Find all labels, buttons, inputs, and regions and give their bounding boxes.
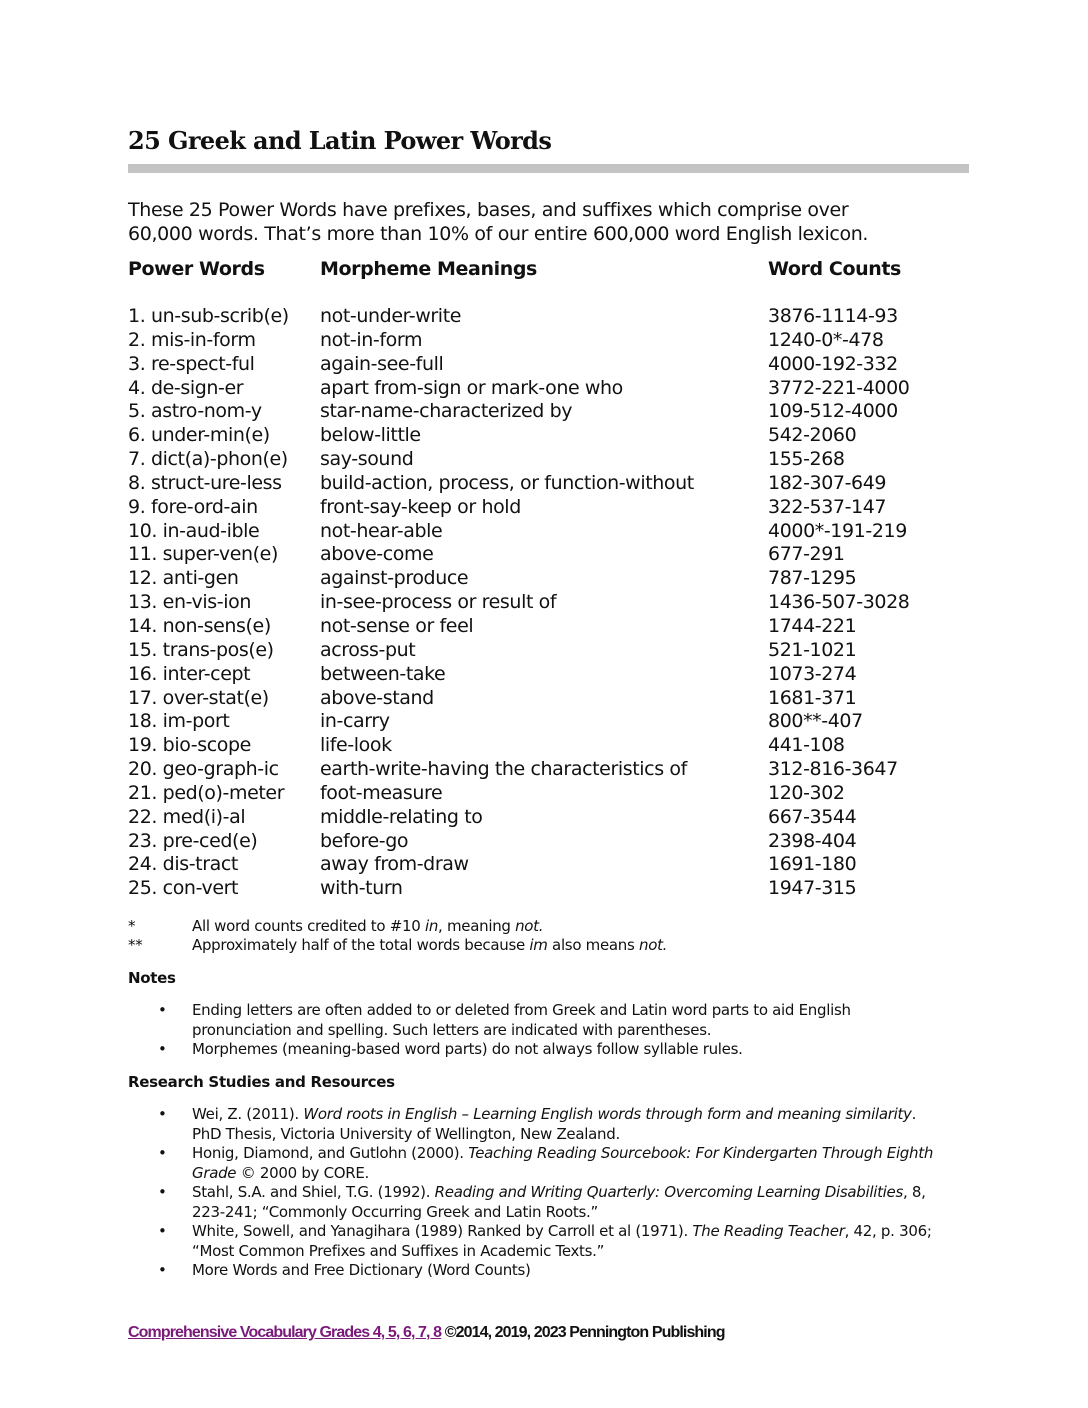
morpheme-meaning-cell: not-in-form (320, 328, 423, 351)
word-count-cell: 677-291 (768, 543, 845, 566)
footnote-text: All word counts credited to #10 in, meaning not. (192, 917, 544, 935)
power-word-cell: 1. un-sub-scrib(e) (128, 305, 289, 327)
word-count-cell: 1681-371 (768, 686, 857, 709)
power-word-cell: 19. bio-scope (128, 734, 251, 757)
morpheme-meaning-cell: again-see-full (320, 352, 444, 375)
bullet-icon: • (158, 1222, 167, 1240)
research-item: • Honig, Diamond, and Gutlohn (2000). Teaching Reading Sourcebook: For Kindergarten Through Eighth Grade © 2000 by CORE. (158, 1144, 934, 1182)
morpheme-meaning-cell: middle-relating to (320, 805, 483, 828)
table-row (0, 734, 1088, 758)
bullet-icon: • (158, 1144, 167, 1162)
table-row (0, 472, 1088, 496)
footnote-text: Approximately half of the total words because im also means not. (192, 936, 668, 954)
research-item: • More Words and Free Dictionary (Word Counts) (158, 1261, 531, 1279)
table-row (0, 448, 1088, 472)
page-footer (128, 1324, 725, 1342)
word-count-cell: 1240-0*-478 (768, 328, 884, 351)
intro-paragraph (128, 198, 968, 246)
power-word-cell: 11. super-ven(e) (128, 543, 278, 566)
word-count-cell: 182-307-649 (768, 471, 887, 494)
table-row (0, 305, 1088, 329)
power-word-cell: 22. med(i)-al (128, 805, 246, 828)
table-row (0, 830, 1088, 854)
research-item: • Wei, Z. (2011). Word roots in English – Learning English words through form and meaning similarity. PhD Thesis, Victoria University of Wellington, New Zealand. (158, 1105, 917, 1143)
morpheme-meaning-cell: above-come (320, 543, 434, 566)
footer-copyright: ©2014, 2019, 2023 Pennington Publishing (441, 1324, 725, 1341)
power-word-cell: 10. in-aud-ible (128, 519, 260, 542)
word-count-cell: 521-1021 (768, 638, 857, 661)
research-item: • White, Sowell, and Yanagihara (1989) Ranked by Carroll et al (1971). The Reading Teacher, 42, p. 306; “Most Common Prefixes and Suffixes in Academic Texts.” (158, 1222, 932, 1260)
word-count-cell: 120-302 (768, 781, 845, 804)
footnote-mark: ** (128, 936, 143, 954)
table-row (0, 615, 1088, 639)
morpheme-meaning-cell: in-carry (320, 710, 390, 733)
morpheme-meaning-cell: front-say-keep or hold (320, 495, 521, 518)
table-row (0, 591, 1088, 615)
morpheme-meaning-cell: below-little (320, 424, 421, 447)
word-count-cell: 312-816-3647 (768, 758, 898, 781)
power-word-cell: 14. non-sens(e) (128, 614, 271, 637)
column-header-morpheme-meanings: Morpheme Meanings (320, 258, 537, 280)
power-word-cell: 2. mis-in-form (128, 328, 256, 351)
word-count-cell: 4000-192-332 (768, 352, 898, 375)
morpheme-meaning-cell: not-sense or feel (320, 614, 474, 637)
table-row (0, 687, 1088, 711)
power-word-cell: 12. anti-gen (128, 567, 239, 590)
word-count-cell: 109-512-4000 (768, 400, 898, 423)
word-count-cell: 1691-180 (768, 853, 857, 876)
word-count-cell: 155-268 (768, 448, 845, 471)
morpheme-meaning-cell: in-see-process or result of (320, 591, 557, 614)
research-heading: Research Studies and Resources (128, 1073, 395, 1091)
intro-line-2: 60,000 words. That’s more than 10% of our entire 600,000 word English lexicon. (128, 223, 869, 245)
word-count-cell: 4000*-191-219 (768, 519, 907, 542)
table-row (0, 567, 1088, 591)
table-row (0, 782, 1088, 806)
notes-heading: Notes (128, 969, 176, 987)
footnote-mark: * (128, 917, 136, 935)
table-row (0, 329, 1088, 353)
morpheme-meaning-cell: across-put (320, 638, 416, 661)
notes-item: • Morphemes (meaning-based word parts) do not always follow syllable rules. (158, 1040, 743, 1058)
word-count-cell: 1436-507-3028 (768, 591, 910, 614)
table-row (0, 758, 1088, 782)
morpheme-meaning-cell: with-turn (320, 877, 403, 900)
title-divider (128, 164, 969, 173)
research-item: • Stahl, S.A. and Shiel, T.G. (1992). Reading and Writing Quarterly: Overcoming Learning Disabilities, 8, 223-241; “Commonly Occurring Greek and Latin Roots.” (158, 1183, 926, 1221)
morpheme-meaning-cell: say-sound (320, 448, 414, 471)
morpheme-meaning-cell: not-under-write (320, 305, 462, 327)
power-word-cell: 21. ped(o)-meter (128, 781, 285, 804)
morpheme-meaning-cell: earth-write-having the characteristics of (320, 758, 687, 781)
table-row (0, 639, 1088, 663)
morpheme-meaning-cell: life-look (320, 734, 392, 757)
power-word-cell: 3. re-spect-ful (128, 352, 255, 375)
power-word-cell: 16. inter-cept (128, 662, 251, 685)
research-list (128, 1105, 948, 1281)
bullet-icon: • (158, 1001, 167, 1019)
power-word-cell: 20. geo-graph-ic (128, 758, 279, 781)
table-row (0, 710, 1088, 734)
table-row (0, 377, 1088, 401)
power-word-cell: 7. dict(a)-phon(e) (128, 448, 288, 471)
word-count-cell: 3876-1114-93 (768, 305, 898, 327)
word-count-cell: 1744-221 (768, 614, 857, 637)
table-row (0, 877, 1088, 901)
power-word-cell: 5. astro-nom-y (128, 400, 262, 423)
morpheme-meaning-cell: against-produce (320, 567, 469, 590)
power-word-cell: 9. fore-ord-ain (128, 495, 258, 518)
table-row (0, 400, 1088, 424)
table-row (0, 663, 1088, 687)
page-title: 25 Greek and Latin Power Words (128, 126, 552, 155)
morpheme-meaning-cell: build-action, process, or function-without (320, 471, 694, 494)
power-word-cell: 8. struct-ure-less (128, 471, 282, 494)
power-word-cell: 24. dis-tract (128, 853, 238, 876)
column-header-power-words: Power Words (128, 258, 265, 280)
power-word-cell: 15. trans-pos(e) (128, 638, 274, 661)
table-row (0, 353, 1088, 377)
intro-line-1: These 25 Power Words have prefixes, bases, and suffixes which comprise over (128, 199, 849, 221)
table-row (0, 520, 1088, 544)
word-count-cell: 787-1295 (768, 567, 857, 590)
morpheme-meaning-cell: apart from-sign or mark-one who (320, 376, 623, 399)
table-row (0, 496, 1088, 520)
morpheme-meaning-cell: star-name-characterized by (320, 400, 573, 423)
bullet-icon: • (158, 1261, 167, 1279)
word-count-cell: 441-108 (768, 734, 845, 757)
word-count-cell: 1947-315 (768, 877, 857, 900)
column-header-word-counts: Word Counts (768, 258, 901, 280)
bullet-icon: • (158, 1105, 167, 1123)
bullet-icon: • (158, 1040, 167, 1058)
power-word-cell: 25. con-vert (128, 877, 239, 900)
power-word-cell: 6. under-min(e) (128, 424, 270, 447)
power-word-cell: 18. im-port (128, 710, 230, 733)
morpheme-meaning-cell: not-hear-able (320, 519, 443, 542)
notes-item: • Ending letters are often added to or deleted from Greek and Latin word parts to aid English pronunciation and spelling. Such letters are indicated with parentheses. (158, 1001, 851, 1039)
power-word-cell: 23. pre-ced(e) (128, 829, 258, 852)
power-word-cell: 4. de-sign-er (128, 376, 244, 399)
word-count-cell: 2398-404 (768, 829, 857, 852)
table-row (0, 853, 1088, 877)
power-word-cell: 17. over-stat(e) (128, 686, 269, 709)
vocabulary-book-link[interactable]: Comprehensive Vocabulary Grades 4, 5, 6, 7, 8 (128, 1324, 442, 1341)
word-count-cell: 800**-407 (768, 710, 863, 733)
power-words-table (0, 305, 1088, 901)
morpheme-meaning-cell: between-take (320, 662, 446, 685)
notes-list (128, 1001, 948, 1060)
table-row (0, 543, 1088, 567)
word-count-cell: 3772-221-4000 (768, 376, 910, 399)
morpheme-meaning-cell: above-stand (320, 686, 434, 709)
morpheme-meaning-cell: away from-draw (320, 853, 469, 876)
table-row (0, 806, 1088, 830)
word-count-cell: 542-2060 (768, 424, 857, 447)
word-count-cell: 1073-274 (768, 662, 857, 685)
morpheme-meaning-cell: foot-measure (320, 781, 443, 804)
word-count-cell: 322-537-147 (768, 495, 887, 518)
power-word-cell: 13. en-vis-ion (128, 591, 251, 614)
bullet-icon: • (158, 1183, 167, 1201)
table-row (0, 424, 1088, 448)
morpheme-meaning-cell: before-go (320, 829, 409, 852)
word-count-cell: 667-3544 (768, 805, 857, 828)
